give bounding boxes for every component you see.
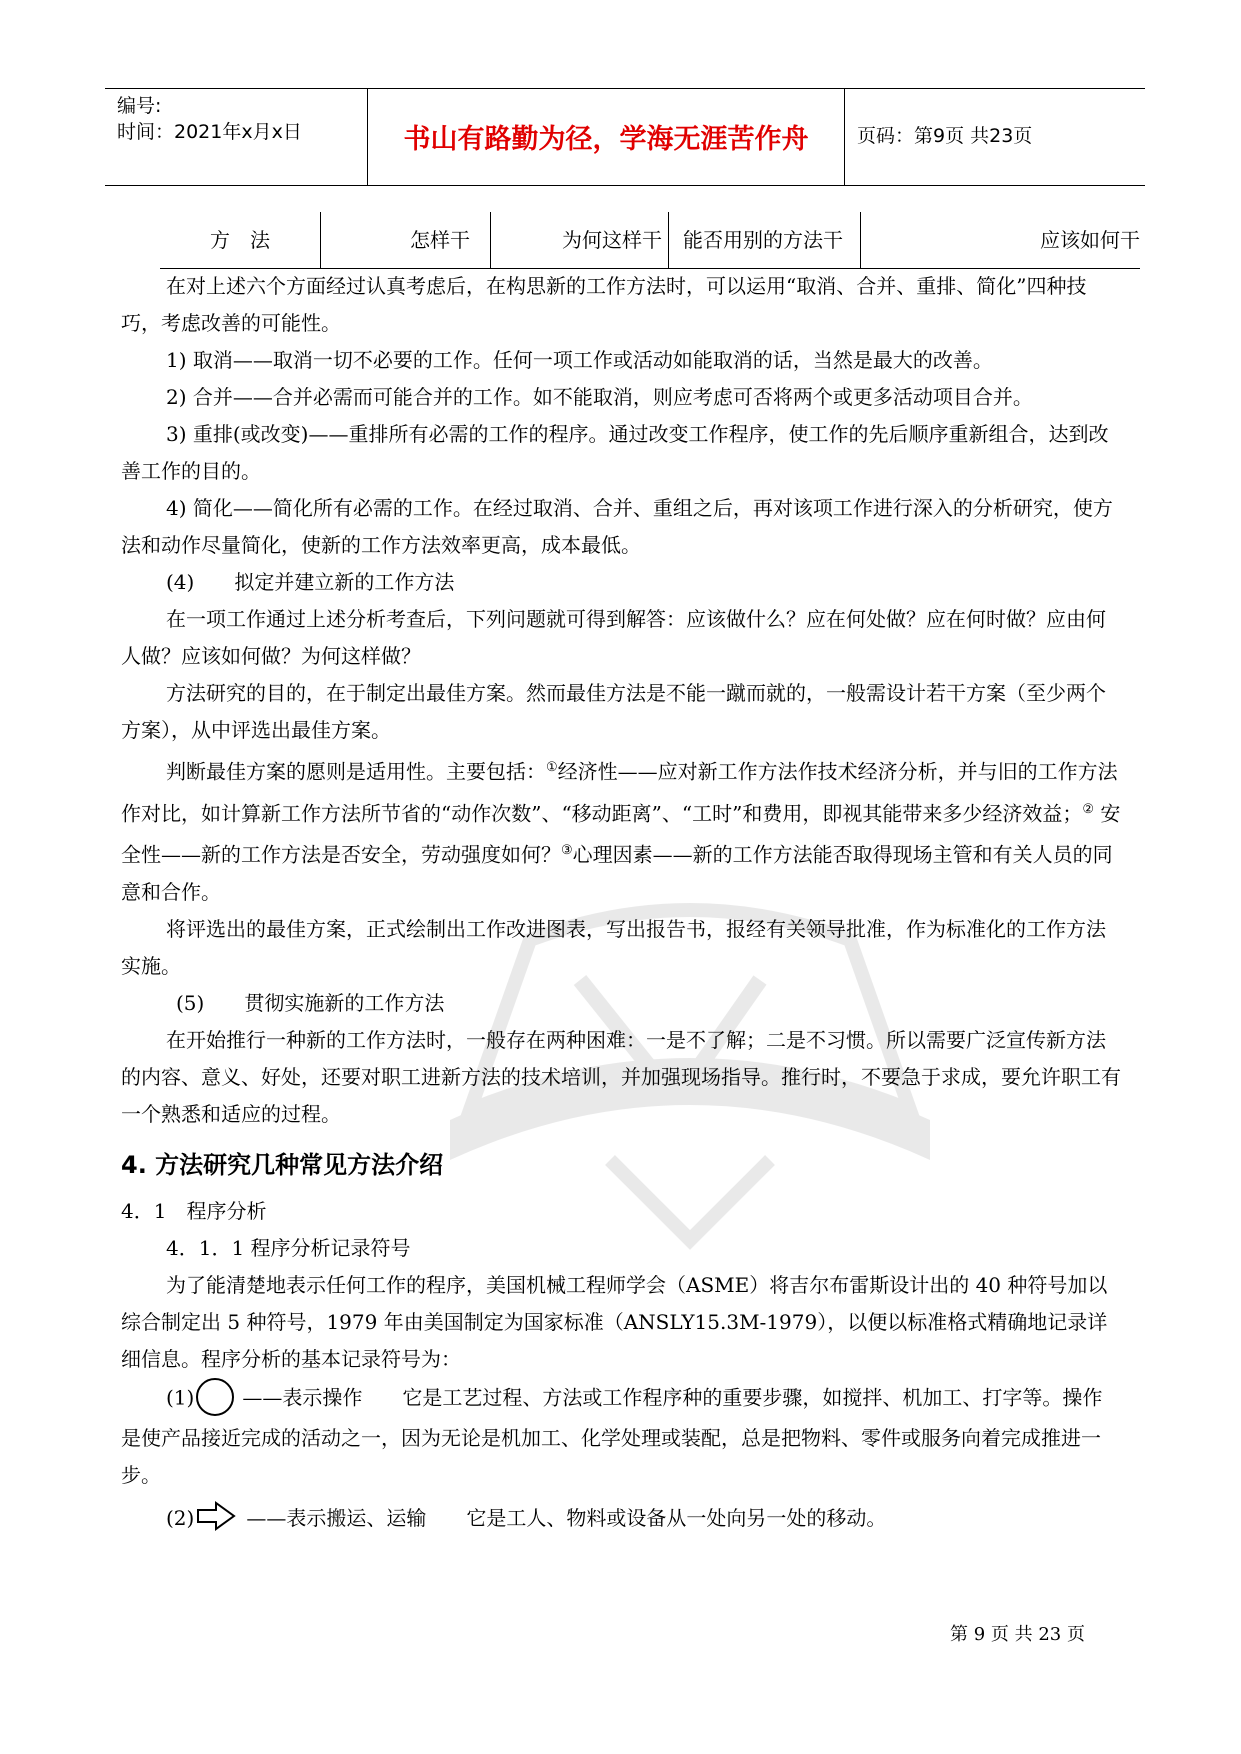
criteria-psychology: 心理因素——新的工作方法能否取得现场主管和有关人员的同意和合作。 (121, 842, 1113, 904)
section-heading: 4. 方法研究几种常见方法介绍 (121, 1150, 444, 1179)
circled-number: ② (1082, 801, 1095, 817)
header-left-cell (105, 89, 367, 185)
circled-number: ③ (561, 843, 573, 859)
paragraph: 3) 重排(或改变)——重排所有必需的工作的程序。通过改变工作程序，使工作的先后顺序重新组合，达到改善工作的目的。 (121, 422, 1109, 483)
criteria-safety: 安全性——新的工作方法是否安全，劳动强度如何？ (121, 801, 1121, 867)
header-motto-cell (367, 89, 845, 185)
page-header (105, 88, 1145, 186)
criteria-intro: 判断最佳方案的愿则是适用性。主要包括： (166, 759, 546, 784)
serial-label: 编号: (117, 95, 162, 117)
paragraph: 2) 合并——合并必需而可能合并的工作。如不能取消，则应考虑可否将两个或更多活动项目合并。 (166, 385, 1033, 409)
criteria-economy: 经济性——应对新工作方法作技术经济分析，并与旧的工作方法作对比，如计算新工作方法所节省的“动作次数”、“移动距离”、“工时”和费用，即视其能带来多少经济效益； (121, 759, 1118, 826)
table-header-col-alternative: 能否用别的方法干 (683, 228, 843, 252)
subsection-heading: (4) 拟定并建立新的工作方法 (166, 570, 455, 594)
subsubsection-heading: 4．1．1 程序分析记录符号 (166, 1235, 411, 1260)
table-header-row (160, 212, 1140, 269)
paragraph: 1) 取消——取消一切不必要的工作。任何一项工作或活动如能取消的话，当然是最大的改善。 (166, 348, 993, 372)
motto-text: 书山有路勤为径，学海无涯苦作舟 (403, 124, 809, 155)
page-number-label: 页码：第9页 共23页 (857, 125, 1033, 147)
symbol-description: ——表示操作 它是工艺过程、方法或工作程序种的重要步骤，如搅拌、机加工、打字等。操作是使产品接近完成的活动之一，因为无论是机加工、化学处理或装配，总是把物料、零件或服务向着完成推进一步。 (121, 1385, 1103, 1487)
symbol-number: (1) (166, 1385, 195, 1410)
symbol-description: ——表示搬运、运输 它是工人、物料或设备从一处向另一处的移动。 (246, 1505, 887, 1530)
circle-icon (196, 1378, 234, 1416)
time-label: 时间：2021年x月x日 (117, 121, 302, 143)
symbol-transport-paragraph (121, 1500, 1121, 1538)
table-header-col-why: 为何这样干 (562, 228, 662, 252)
table-header-col-method: 方 法 (210, 228, 270, 252)
paragraph: 在一项工作通过上述分析考查后，下列问题就可得到解答：应该做什么？应在何处做？应在何时做？应由何人做？应该如何做？为何这样做？ (121, 607, 1106, 668)
paragraph: 在开始推行一种新的工作方法时，一般存在两种困难：一是不了解；二是不习惯。所以需要广泛宣传新方法的内容、意义、好处，还要对职工进新方法的技术培训，并加强现场指导。推行时，不要急于求成，要允许职工有一个熟悉和适应的过程。 (121, 1027, 1121, 1126)
page-footer: 第 9 页 共 23 页 (950, 1624, 1085, 1645)
paragraph: 4) 简化——简化所有必需的工作。在经过取消、合并、重组之后，再对该项工作进行深入的分析研究，使方法和动作尽量简化，使新的工作方法效率更高，成本最低。 (121, 496, 1113, 557)
subsection-heading: 4．1 程序分析 (121, 1198, 267, 1223)
arrow-right-icon (196, 1501, 236, 1531)
symbol-number: (2) (166, 1505, 195, 1530)
subsection-heading: (5) 贯彻实施新的工作方法 (176, 990, 445, 1015)
paragraph: 为了能清楚地表示任何工作的程序，美国机械工程师学会（ASME）将吉尔布雷斯设计出的 40 种符号加以综合制定出 5 种符号，1979 年由美国制定为国家标准（ANSLY15.3M-1979），以便以标准格式精确地记录详细信息。程序分析的基本记录符号为： (121, 1272, 1108, 1371)
table-header-col-how: 怎样干 (410, 228, 470, 252)
symbol-operation-paragraph (121, 1378, 1121, 1494)
circled-number: ① (546, 760, 558, 775)
table-header-col-should: 应该如何干 (1040, 228, 1140, 252)
paragraph-criteria (121, 749, 1121, 911)
document-body (121, 268, 1121, 1537)
paragraph: 将评选出的最佳方案，正式绘制出工作改进图表，写出报告书，报经有关领导批准，作为标准化的工作方法实施。 (121, 916, 1106, 978)
paragraph: 方法研究的目的，在于制定出最佳方案。然而最佳方法是不能一蹴而就的，一般需设计若干方案（至少两个方案），从中评选出最佳方案。 (121, 681, 1106, 742)
paragraph: 在对上述六个方面经过认真考虑后，在构思新的工作方法时，可以运用“取消、合并、重排、简化”四种技巧，考虑改善的可能性。 (121, 274, 1087, 335)
header-right-cell (845, 89, 1145, 185)
